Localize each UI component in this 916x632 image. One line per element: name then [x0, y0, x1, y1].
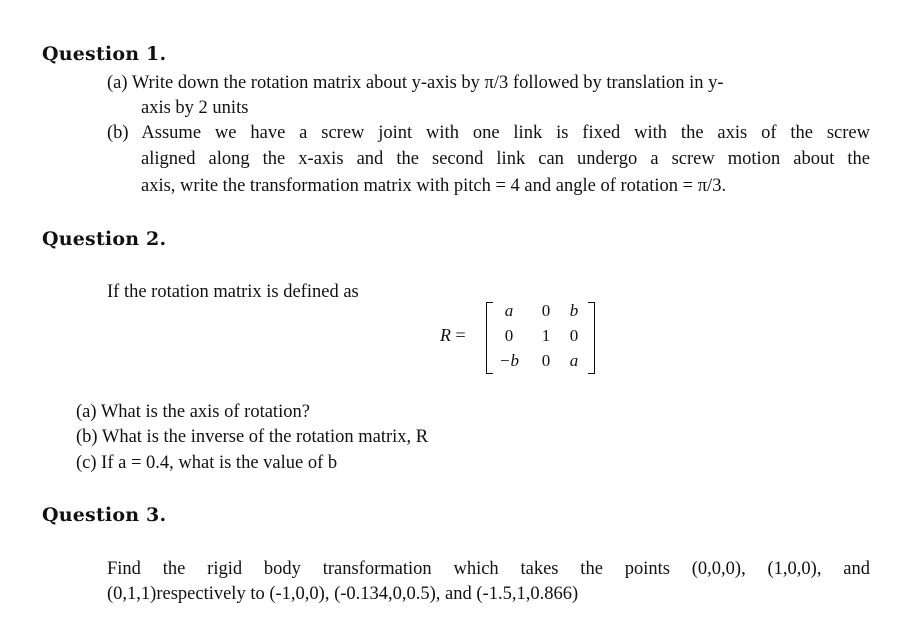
matrix-cell-r3-c3: a: [569, 351, 579, 370]
rotation-matrix: [436, 298, 606, 378]
matrix-cell-r1-c3: b: [569, 301, 579, 320]
matrix-cell-r2-c3: 0: [569, 326, 579, 345]
matrix-cell-r2-c2: 1: [541, 326, 551, 345]
matrix-label: [440, 325, 466, 346]
matrix-equals: =: [455, 325, 466, 345]
q1-part-a-line-1: (a) Write down the rotation matrix about y-axis by π/3 followed by translation in y-: [107, 73, 724, 93]
matrix-cell-r3-c2: 0: [541, 351, 551, 370]
q3-line-1: Find the rigid body transformation which takes the points (0,0,0), (1,0,0), and: [107, 559, 870, 579]
q2-part-b: (b) What is the inverse of the rotation matrix, R: [76, 427, 429, 447]
matrix-cell-r1-c2: 0: [541, 301, 551, 320]
q1-part-b-line-1: (b) Assume we have a screw joint with one link is fixed with the axis of the screw: [107, 123, 870, 143]
matrix-cell-r3-c1: −b: [499, 351, 519, 370]
q3-line-2: (0,1,1)respectively to (-1,0,0), (-0.134,0,0.5), and (-1.5,1,0.866): [107, 584, 579, 604]
q2-intro: If the rotation matrix is defined as: [107, 282, 359, 302]
q1-part-b-line-3: axis, write the transformation matrix with pitch = 4 and angle of rotation = π/3.: [141, 176, 727, 196]
question-3-heading: Question 3.: [42, 504, 167, 526]
question-2-heading: Question 2.: [42, 228, 167, 250]
q1-part-b-line-2: aligned along the x-axis and the second link can undergo a screw motion about the: [141, 149, 870, 169]
matrix-cell-r2-c1: 0: [504, 326, 514, 345]
matrix-left-bracket: [486, 302, 493, 374]
matrix-cell-r1-c1: a: [504, 301, 514, 320]
q1-part-a-line-2: axis by 2 units: [141, 98, 249, 118]
matrix-symbol: R: [440, 325, 451, 345]
q2-part-a: (a) What is the axis of rotation?: [76, 402, 310, 422]
q2-part-c: (c) If a = 0.4, what is the value of b: [76, 453, 338, 473]
matrix-right-bracket: [588, 302, 595, 374]
question-1-heading: Question 1.: [42, 43, 167, 65]
